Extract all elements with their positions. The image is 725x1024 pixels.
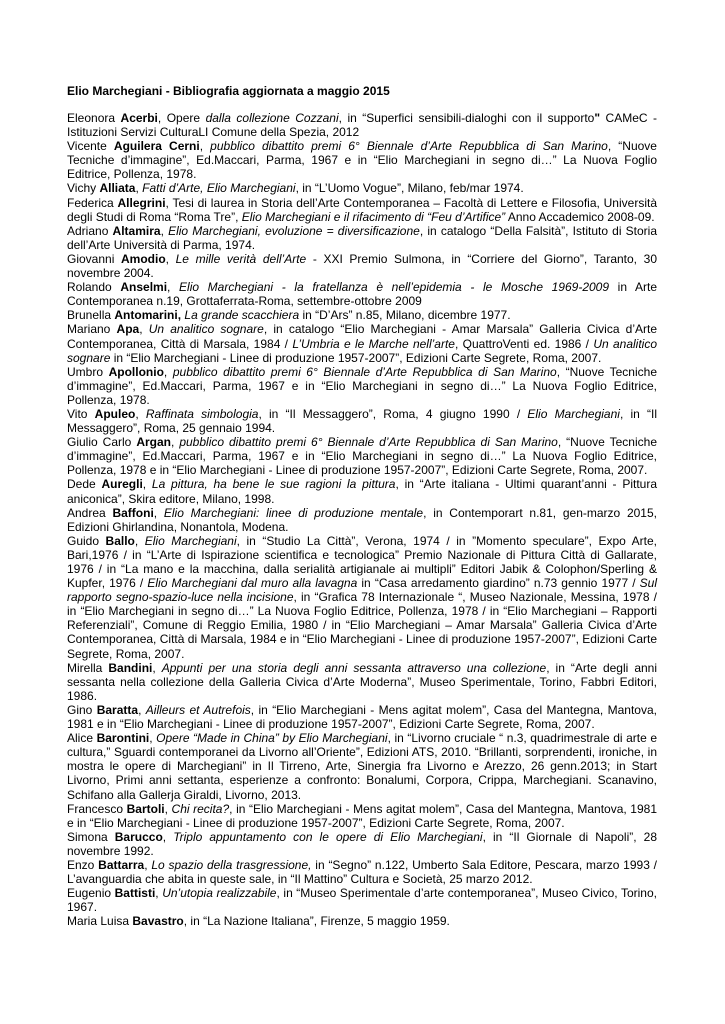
work-title: Elio Marchegiani — [527, 406, 620, 421]
entry-text: in “Segno” n.122, Umberto Sala Editore, Pescara, marzo 1993 / L’avanguardia che abita in queste sale, in “Il Mattino” Cultura e Società, 25 marzo 2012. — [67, 857, 658, 887]
entry-text: , in “Livorno cruciale “ n.3, quadrimestrale di arte e cultura,” Sguardi contemporanei da Livorno all’Oriente”, Edizioni ATS, 2010. “Brillanti, sorprendenti, ironiche, in mostra le opere di Marchegiani” in Il Tirreno, Arte, Sinergia fra Livorno e Arezzo, 26 genn.2013; in Start Livorno, Primi anni settanta, esperienze a confronto: Bonalumi, Corpora, Crippa, Marchegiani. Scanavino, Schifano alla Gallerja Giraldi, Livorno, 2013. — [67, 731, 658, 802]
author-surname: Apuleo — [94, 406, 136, 421]
work-title: Lo spazio della trasgressione, — [151, 857, 312, 872]
entry-text: Adriano — [67, 223, 113, 238]
entry-text: , — [167, 280, 180, 295]
bibliography-entry-altamira — [67, 224, 657, 252]
bibliography-entry-argan — [67, 435, 657, 477]
author-surname: Baffoni — [112, 505, 154, 520]
entry-text: , — [152, 660, 162, 675]
author-surname: " — [594, 111, 601, 125]
author-surname: Ballo — [105, 533, 135, 548]
bibliography-entry-bandini — [67, 661, 657, 703]
work-title: Triplo appuntamento con le opere di Elio Marchegiani — [173, 829, 483, 844]
author-surname: Bartoli — [126, 801, 165, 816]
entry-text: in Arte Contemporanea n.19, Grottaferrata-Roma, settembre-ottobre 2009 — [67, 280, 658, 309]
entry-text: , in “Elio Marchegiani - Mens agitat molem”, Casa del Mantegna, Mantova, 1981 e in “Elio Marchegiani - Linee di produzione 1957-2007”, Edizioni Carte Segrete, Roma, 2007. — [67, 702, 657, 732]
work-title: Elio Marchegiani - la fratellanza è nell’epidemia - le Mosche 1969-2009 — [179, 280, 610, 295]
author-surname: Amodio — [120, 251, 166, 266]
bibliography-entry-acerbi — [67, 111, 657, 139]
author-surname: Alliata — [99, 181, 136, 196]
entry-text: , in “Il Messaggero”, Roma, 25 gennaio 1994. — [67, 406, 658, 436]
entry-text: , — [138, 702, 146, 717]
entry-text: , — [155, 886, 163, 901]
bibliography-entry-baffoni — [67, 506, 657, 534]
entry-text: , — [171, 435, 180, 450]
work-title: Le mille verità dell’Arte — [175, 251, 307, 266]
work-title: Un analitico sognare — [148, 322, 264, 337]
entry-text: , — [160, 223, 169, 238]
entry-text: - XXI Premio Sulmona, in “Corriere del Giorno”, Taranto, 30 novembre 2004. — [67, 251, 657, 281]
entry-text: Enzo — [67, 857, 99, 872]
work-title: Opere “Made in China” by Elio Marchegiani — [156, 731, 388, 746]
author-surname: Apa — [116, 322, 140, 337]
entry-text: , — [153, 505, 164, 520]
entry-text: , in “Il Giornale di Napoli”, 28 novembre 1992. — [67, 829, 657, 858]
bibliography-entry-bartoli — [67, 802, 657, 830]
bibliography-entry-apollonio — [67, 365, 657, 407]
entry-text: Brunella — [67, 308, 115, 323]
entry-text: Anno Accademico 2008-09. — [505, 209, 655, 224]
entry-text: in “D’Ars” n.85, Milano, dicembre 1977. — [299, 308, 511, 323]
entry-text: Eugenio — [67, 886, 115, 901]
document-title: Elio Marchegiani - Bibliografia aggiornata a maggio 2015 — [67, 84, 390, 98]
bibliography-entry-bavastro — [67, 914, 657, 928]
work-title: Un’utopia realizzabile — [162, 886, 277, 901]
work-title: Chi recita? — [171, 801, 230, 816]
bibliography-entry-anselmi — [67, 280, 657, 308]
entry-text: , Tesi di laurea in Storia dell’Arte Contemporanea – Facoltà di Lettere e Filosofia, Università degli Studi di Roma “Roma Tre”, — [67, 195, 657, 224]
entry-text: , — [163, 364, 173, 379]
author-surname: Battarra — [98, 857, 145, 872]
entry-text: Eleonora — [67, 111, 121, 125]
entry-text: , — [135, 406, 146, 421]
entry-text: , in Contemporart n.81, gen-marzo 2015, Edizioni Ghirlandina, Nonantola, Modena. — [67, 505, 657, 534]
entry-text: Umbro — [67, 364, 109, 379]
author-surname: Barucco — [114, 829, 163, 844]
author-surname: Apollonio — [108, 364, 164, 379]
entry-text: , — [165, 251, 176, 266]
entry-text: Vito — [67, 406, 95, 421]
entry-text: , — [134, 533, 145, 548]
bibliography-entry-amodio — [67, 252, 657, 280]
entry-text: Andrea — [67, 505, 113, 520]
bibliography-entry-ballo — [67, 534, 657, 661]
entry-text: CAMeC - Istituzioni Servizi CulturaLI Comune della Spezia, 2012 — [67, 111, 658, 140]
work-title: Fatti d’Arte, Elio Marchegiani — [142, 181, 296, 196]
entry-text: , — [142, 477, 152, 492]
entry-text: , — [139, 322, 149, 337]
author-surname: Argan — [136, 435, 171, 450]
author-surname: Altamira — [112, 223, 161, 238]
author-surname: Anselmi — [120, 280, 168, 295]
entry-text: , — [162, 829, 174, 844]
entry-text: Maria Luisa — [67, 914, 133, 929]
entry-text: , in “Il Messaggero”, Roma, 4 giugno 1990 / — [258, 406, 528, 421]
entry-text: Giovanni — [67, 251, 121, 266]
entry-text: Vicente — [67, 139, 114, 154]
entry-text: Simona — [67, 829, 115, 844]
entry-text: Vichy — [67, 181, 100, 196]
work-title: pubblico dibattito premi 6° Biennale d’Arte Repubblica di San Marino — [210, 139, 608, 154]
entry-text: , in “Museo Sperimentale d’arte contemporanea”, Museo Civico, Torino, 1967. — [67, 886, 657, 915]
work-title: Un analitico sognare — [67, 336, 657, 365]
entry-text: , in “Studio La Città”, Verona, 1974 / in ”Momento speculare”, Expo Arte, Bari,1976 / in “L’Arte di Ispirazione scientifica e tecnologica” Premio Nazionale di Pittura Città di Gallarate, 1976 / in “La mano e la macchina, dalla serialità artigianale ai multipli” Editori Jabik & Colophon/Sperling & Kupfer, 1976 / — [67, 533, 658, 591]
entry-text: , “Nuove Tecniche d’immagine”, Ed.Maccari, Parma, 1967 e in “Elio Marchegiani in segno di…” La Nuova Foglio Editrice, Pollenza, 1978. — [67, 139, 657, 182]
work-title: dalla collezione Cozzani — [205, 111, 339, 125]
work-title: pubblico dibattito premi 6° Biennale d’Arte Repubblica di San Marino — [172, 364, 557, 379]
bibliography-entry-baratta — [67, 703, 657, 731]
entry-text: in “Elio Marchegiani - Linee di produzione 1957-2007”, Edizioni Carte Segrete, Roma, 2007. — [110, 350, 602, 365]
entry-text: , — [199, 139, 211, 154]
author-surname: Aguilera Cerni — [113, 139, 200, 154]
author-surname: Acerbi — [120, 111, 158, 125]
entry-text: , in “Arte italiana - Ultimi quarant’anni - Pittura aniconica”, Skira editore, Milano, 1998. — [67, 477, 657, 506]
work-title: Ailleurs et Autrefois — [145, 702, 251, 717]
bibliography-list — [67, 111, 657, 928]
author-surname: Bavastro — [132, 914, 184, 929]
author-surname: Antomarini, — [114, 308, 182, 323]
bibliography-entry-apa — [67, 322, 657, 364]
work-title: Elio Marchegiani — [144, 533, 237, 548]
entry-text: , — [135, 181, 143, 196]
entry-text: Mirella — [67, 660, 109, 675]
entry-text: , in “Grafica 78 Internazionale “, Museo Nazionale, Messina, 1978 / in “Elio Marchegiani in segno di…” La Nuova Foglio Editrice, Pollenza, 1978 / in “Elio Marchegiani – Rapporti Referenziali”, Comune di Reggio Emilia, 1980 / in “Elio Marchegiani – Amar Marsala” Galleria Civica d’Arte Contemporanea, Città di Marsala, 1984 e in “Elio Marchegiani - Linee di produzione 1957-2007”, Edizioni Carte Segrete, Roma, 2007. — [67, 590, 657, 661]
bibliography-entry-aguilera-cerni — [67, 139, 657, 181]
entry-text: , in “Superfici sensibili-dialoghi con il supporto — [338, 111, 595, 125]
entry-text: Dede — [67, 477, 102, 492]
author-surname: Auregli — [101, 477, 143, 492]
entry-text: in “Casa arredamento giardino” n.73 gennio 1977 / — [357, 576, 640, 591]
bibliography-entry-auregli — [67, 477, 657, 505]
work-title: La grande scacchiera — [184, 308, 300, 323]
entry-text: , in “Arte degli anni sessanta nella collezione della Galleria Civica d’Arte Moderna”, Museo Sperimentale, Torino, Fabbri Editori, 1986. — [67, 660, 658, 703]
bibliography-entry-barontini — [67, 731, 657, 801]
entry-text: , — [144, 857, 152, 872]
entry-text: , Opere — [157, 111, 206, 125]
entry-text: , “Nuove Tecniche d’immagine”, Ed.Maccari, Parma, 1967 e in “Elio Marchegiani in segno di…” La Nuova Foglio Editrice, Pollenza, 1978 e in “Elio Marchegiani - Linee di produzione 1957-2007”, Edizioni Carte Segrete, Roma, 2007. — [67, 435, 657, 478]
work-title: Elio Marchegiani e il rifacimento di “Feu d’Artifice” — [241, 209, 506, 224]
bibliography-entry-alliata — [67, 181, 657, 195]
bibliography-entry-allegrini — [67, 196, 657, 224]
work-title: Appunti per una storia degli anni sessanta attraverso una collezione — [161, 660, 547, 675]
bibliography-entry-battarra — [67, 858, 657, 886]
work-title: pubblico dibattito premi 6° Biennale d’Arte Repubblica di San Marino — [179, 435, 558, 450]
author-surname: Bandini — [108, 660, 153, 675]
work-title: Elio Marchegiani, evoluzione = diversificazione — [168, 223, 420, 238]
author-surname: Battisti — [114, 886, 156, 901]
entry-text: Gino — [67, 702, 97, 717]
bibliography-entry-battisti — [67, 886, 657, 914]
bibliography-entry-antomarini — [67, 308, 657, 322]
entry-text: , in catalogo “Elio Marchegiani - Amar Marsala” Galleria Civica d’Arte Contemporanea, Città di Marsala, 1984 / — [67, 322, 658, 351]
author-surname: Barontini — [96, 731, 150, 746]
work-title: Raffinata simbologia — [145, 406, 259, 421]
entry-text: Rolando — [67, 280, 121, 295]
entry-text: , “Nuove Tecniche d’immagine”, Ed.Maccari, Parma, 1967 e in “Elio Marchegiani in segno di…” La Nuova Foglio Editrice, Pollenza, 1978. — [67, 364, 657, 407]
entry-text: , in catalogo “Della Falsità”, Istituto di Storia dell’Arte Università di Parma, 1974. — [67, 223, 658, 252]
document-page — [67, 84, 657, 928]
entry-text: Guido — [67, 533, 106, 548]
work-title: Sul rapporto segno-spazio-luce nella incisione — [67, 576, 658, 605]
entry-text: Mariano — [67, 322, 117, 337]
author-surname: Allegrini — [117, 195, 166, 210]
entry-text: , in “Elio Marchegiani - Mens agitat molem”, Casa del Mantegna, Mantova, 1981 e in “Elio Marchegiani - Linee di produzione 1957-2007”, Edizioni Carte Segrete, Roma, 2007. — [67, 801, 658, 830]
entry-text: , QuattroVenti ed. 1986 / — [454, 336, 594, 351]
work-title: La pittura, ha bene le sue ragioni la pittura — [151, 477, 396, 492]
entry-text: Federica — [67, 195, 118, 210]
entry-text: , — [164, 801, 172, 816]
bibliography-entry-apuleo — [67, 407, 657, 435]
entry-text: Francesco — [67, 801, 127, 816]
entry-text: , in “L’Uomo Vogue”, Milano, feb/mar 1974. — [295, 181, 524, 196]
work-title: L’Umbria e le Marche nell’arte — [292, 336, 455, 351]
entry-text: Giulio Carlo — [67, 435, 137, 450]
entry-text: Alice — [67, 731, 97, 746]
entry-text: , in “La Nazione Italiana”, Firenze, 5 maggio 1959. — [183, 914, 450, 929]
work-title: Elio Marchegiani dal muro alla lavagna — [147, 576, 358, 591]
entry-text: , — [149, 731, 157, 746]
bibliography-entry-barucco — [67, 830, 657, 858]
work-title: Elio Marchegiani: linee di produzione mentale — [163, 505, 424, 520]
author-surname: Baratta — [96, 702, 139, 717]
